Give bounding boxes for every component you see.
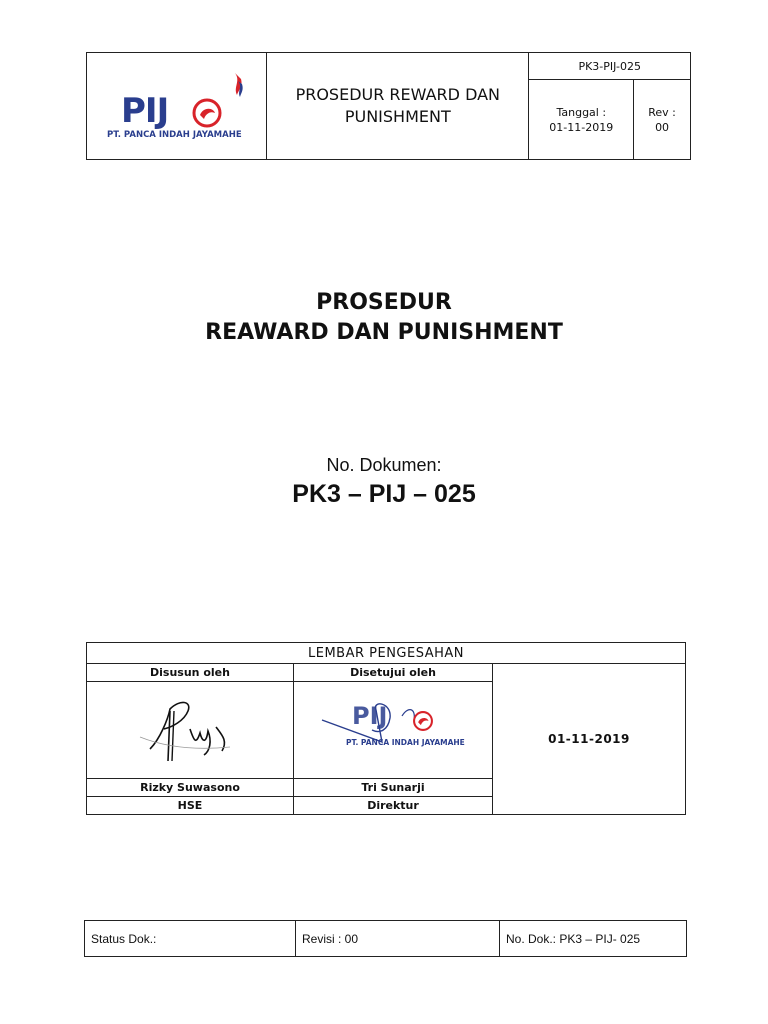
approval-caption: LEMBAR PENGESAHAN <box>87 643 686 664</box>
signature-image <box>130 689 250 769</box>
footer-document-number: No. Dok.: PK3 – PIJ- 025 <box>500 921 687 957</box>
footer-revision: Revisi : 00 <box>296 921 500 957</box>
footer-status: Status Dok.: <box>85 921 296 957</box>
page-title-line-1: PROSEDUR <box>316 290 452 315</box>
document-number: PK3 – PIJ – 025 <box>292 480 476 508</box>
approved-by-signature-cell <box>294 682 493 779</box>
revision-value: 00 <box>655 120 670 134</box>
footer-table <box>84 920 687 957</box>
logo-emblem-icon <box>191 97 223 129</box>
flame-icon <box>229 71 259 131</box>
approved-by-role: Direktur <box>294 797 493 815</box>
page-title-line-2: REAWARD DAN PUNISHMENT <box>205 320 563 345</box>
header-table <box>86 52 691 160</box>
logo-wordmark: PIJ <box>121 91 169 131</box>
company-stamp-wordmark: PIJ <box>352 702 388 730</box>
approval-table <box>86 642 686 815</box>
signature-image <box>312 690 472 770</box>
date-value: 01-11-2019 <box>549 120 614 134</box>
title-line-2: PUNISHMENT <box>344 107 451 126</box>
approval-date: 01-11-2019 <box>493 664 686 815</box>
prepared-by-header: Disusun oleh <box>87 664 294 682</box>
prepared-by-signature-cell <box>87 682 294 779</box>
company-stamp-name: PT. PANCA INDAH JAYAMAHE <box>346 738 465 747</box>
stamp-emblem-icon <box>412 710 434 732</box>
document-title <box>267 53 529 160</box>
revision-label: Rev : <box>648 105 676 119</box>
document-number-label: No. Dokumen: <box>326 455 442 475</box>
revision-cell <box>634 80 691 160</box>
prepared-by-role: HSE <box>87 797 294 815</box>
logo-company-name: PT. PANCA INDAH JAYAMAHE <box>107 130 242 140</box>
document-code: PK3-PIJ-025 <box>529 53 691 80</box>
logo-cell <box>87 53 267 160</box>
date-label: Tanggal : <box>556 105 607 119</box>
prepared-by-name: Rizky Suwasono <box>87 779 294 797</box>
date-cell <box>529 80 634 160</box>
page-title <box>0 288 768 348</box>
approved-by-name: Tri Sunarji <box>294 779 493 797</box>
approved-by-header: Disetujui oleh <box>294 664 493 682</box>
title-line-1: PROSEDUR REWARD DAN <box>295 85 501 104</box>
